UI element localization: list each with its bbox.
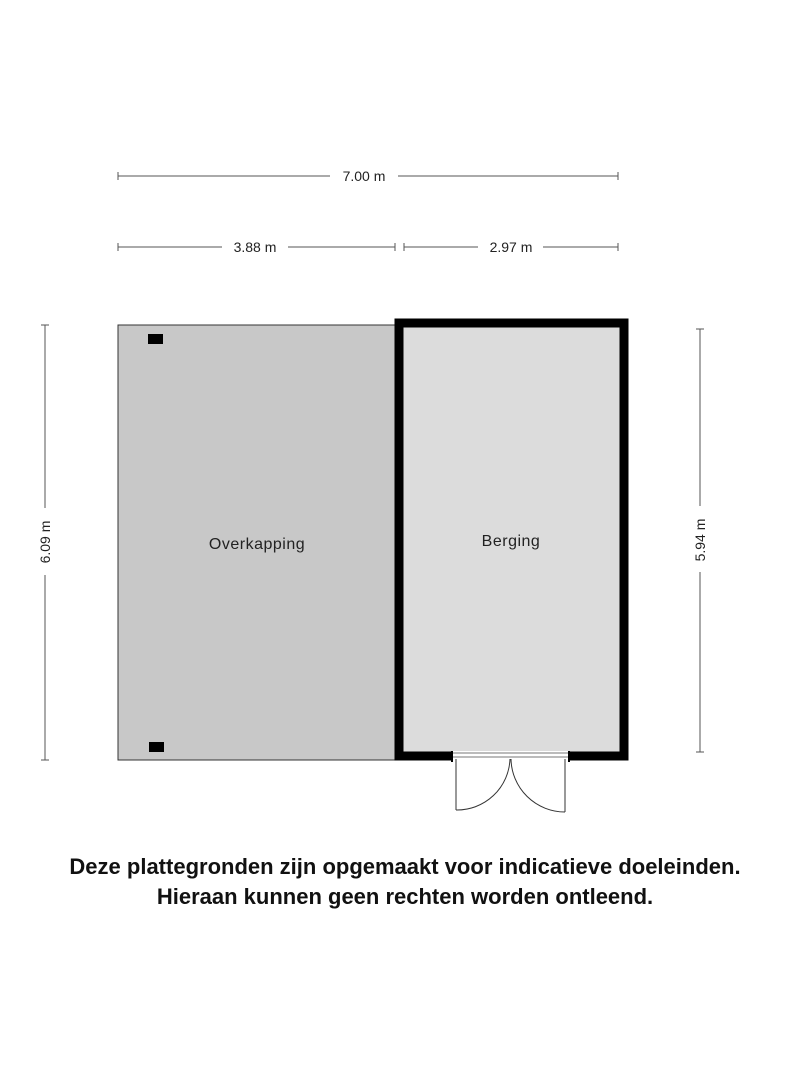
disclaimer-line-1: Deze plattegronden zijn opgemaakt voor indicatieve doeleinden. <box>69 854 741 879</box>
dimension-total-width-label: 7.00 m <box>342 168 386 184</box>
room-label-berging: Berging <box>481 533 541 550</box>
disclaimer-line-2: Hieraan kunnen geen rechten worden ontleend. <box>156 884 654 909</box>
double-door <box>452 751 569 812</box>
dimension-berging-depth <box>692 329 708 752</box>
dimension-berging-width-label: 2.97 m <box>489 239 533 255</box>
dimension-berging-width <box>404 239 618 255</box>
dimension-overkapping-depth-label: 6.09 m <box>37 520 53 564</box>
dimension-berging-depth-label: 5.94 m <box>692 518 708 562</box>
dimension-overkapping-width-label: 3.88 m <box>233 239 277 255</box>
post-marker-top <box>148 334 163 344</box>
room-label-overkapping: Overkapping <box>208 536 306 553</box>
dimension-overkapping-depth <box>37 325 53 760</box>
post-marker-bottom <box>149 742 164 752</box>
dimension-total-width <box>118 168 618 184</box>
dimension-overkapping-width <box>118 239 395 255</box>
